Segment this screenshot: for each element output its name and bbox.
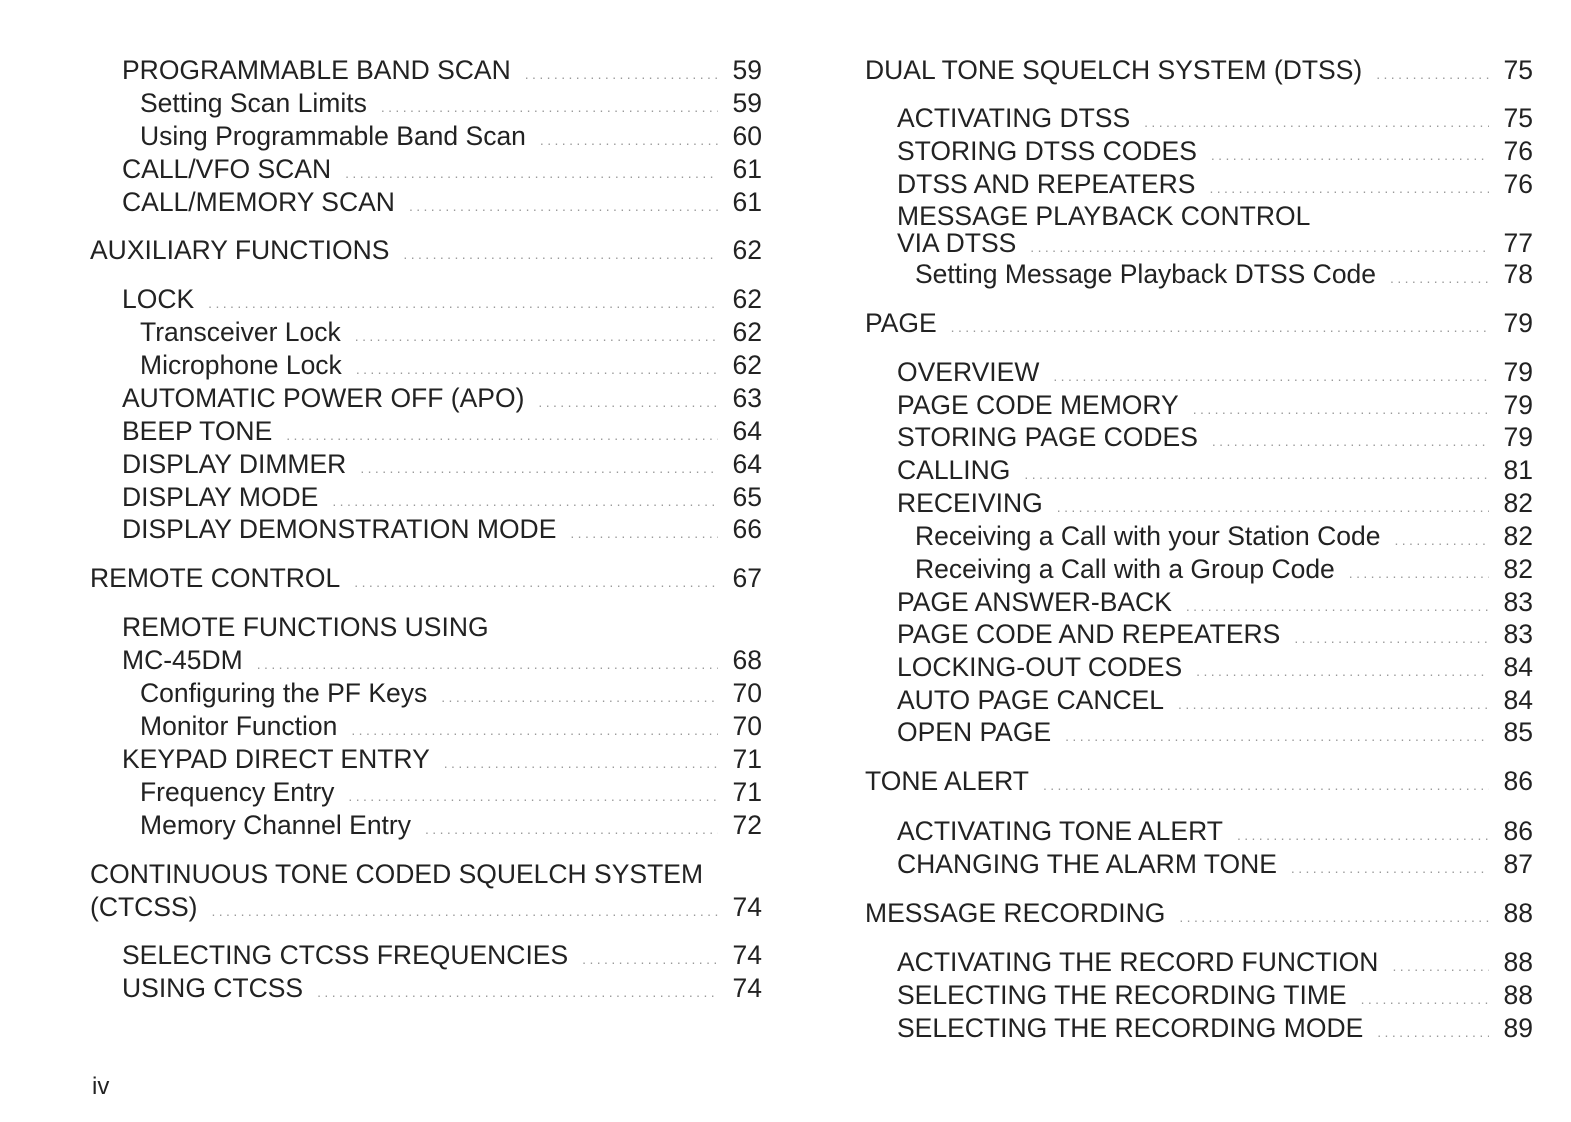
- toc-entry-title: DISPLAY DIMMER: [122, 449, 347, 479]
- toc-entry-title: STORING DTSS CODES: [897, 136, 1197, 166]
- dot-leader: [1392, 959, 1489, 973]
- toc-entry-title: CHANGING THE ALARM TONE: [897, 849, 1277, 879]
- toc-entry-monitor-function[interactable]: [140, 710, 762, 743]
- toc-entry-receiving[interactable]: [897, 487, 1533, 520]
- dot-leader: [1178, 697, 1489, 711]
- toc-entry-title: PAGE CODE MEMORY: [897, 390, 1179, 420]
- dot-leader: [1291, 861, 1489, 875]
- toc-entry-page-number: 82: [1503, 554, 1533, 584]
- toc-entry-automatic-power-off-apo[interactable]: [122, 382, 762, 415]
- toc-entry-auxiliary-functions[interactable]: [90, 234, 762, 267]
- toc-entry-title: Microphone Lock: [140, 350, 342, 380]
- toc-entry-title: Frequency Entry: [140, 777, 335, 807]
- toc-entry-page-number: 59: [732, 88, 762, 118]
- toc-entry-title: Memory Channel Entry: [140, 810, 411, 840]
- toc-entry-page-number: 62: [732, 317, 762, 347]
- toc-entry-configuring-the-pf-keys[interactable]: [140, 677, 762, 710]
- toc-entry-title: Using Programmable Band Scan: [140, 121, 526, 151]
- toc-entry-page-number: 67: [732, 563, 762, 593]
- toc-entry-page-number: 74: [732, 940, 762, 970]
- toc-entry-title: ACTIVATING THE RECORD FUNCTION: [897, 947, 1379, 977]
- toc-entry-dtss-and-repeaters[interactable]: [897, 168, 1533, 201]
- toc-entry-locking-out-codes[interactable]: [897, 651, 1533, 684]
- toc-entry-remote-functions-using[interactable]: [122, 611, 762, 644]
- toc-entry-title: ACTIVATING TONE ALERT: [897, 816, 1223, 846]
- toc-entry-page-number: 79: [1503, 308, 1533, 338]
- toc-entry-page-number: 75: [1503, 103, 1533, 133]
- dot-leader: [1349, 566, 1489, 580]
- toc-entry-page-number: 63: [732, 383, 762, 413]
- toc-entry-page-number: 86: [1503, 816, 1533, 846]
- toc-entry-page-number: 84: [1503, 685, 1533, 715]
- dot-leader: [540, 133, 718, 147]
- dot-leader: [425, 822, 718, 836]
- toc-entry-via-dtss[interactable]: [897, 227, 1533, 260]
- dot-leader: [286, 428, 718, 442]
- toc-entry-title: TONE ALERT: [865, 766, 1029, 796]
- dot-leader: [1144, 115, 1489, 129]
- dot-leader: [332, 494, 718, 508]
- toc-entry-title: REMOTE CONTROL: [90, 563, 341, 593]
- dot-leader: [1212, 434, 1489, 448]
- toc-entry-page-number: 87: [1503, 849, 1533, 879]
- toc-entry-setting-scan-limits[interactable]: [140, 87, 762, 120]
- dot-leader: [403, 247, 718, 261]
- toc-entry-title: MESSAGE RECORDING: [865, 898, 1166, 928]
- toc-entry-title: CALL/VFO SCAN: [122, 154, 332, 184]
- toc-entry-title: DTSS AND REPEATERS: [897, 169, 1196, 199]
- toc-entry-title: LOCKING-OUT CODES: [897, 652, 1183, 682]
- toc-entry-title: CONTINUOUS TONE CODED SQUELCH SYSTEM: [90, 859, 704, 889]
- toc-entry-page-number: 60: [732, 121, 762, 151]
- dot-leader: [381, 100, 718, 114]
- toc-entry-transceiver-lock[interactable]: [140, 316, 762, 349]
- dot-leader: [208, 296, 718, 310]
- toc-entry-page-number: 65: [732, 482, 762, 512]
- toc-entry-title: PAGE ANSWER-BACK: [897, 587, 1172, 617]
- toc-entry-continuous-tone-coded-squelch-system[interactable]: [90, 858, 762, 891]
- toc-entry-call-memory-scan[interactable]: [122, 186, 762, 219]
- toc-entry-memory-channel-entry[interactable]: [140, 809, 762, 842]
- dot-leader: [444, 756, 718, 770]
- toc-entry-title: Monitor Function: [140, 711, 338, 741]
- dot-leader: [1057, 500, 1489, 514]
- dot-leader: [1361, 992, 1489, 1006]
- page-folio: iv: [92, 1073, 110, 1100]
- toc-entry-title: DUAL TONE SQUELCH SYSTEM (DTSS): [865, 55, 1363, 85]
- toc-entry-page-number: 83: [1503, 619, 1533, 649]
- toc-entry-page-number: 85: [1503, 717, 1533, 747]
- dot-leader: [317, 985, 718, 999]
- dot-leader: [1209, 181, 1489, 195]
- toc-entry-page[interactable]: [865, 307, 1533, 340]
- dot-leader: [951, 320, 1489, 334]
- toc-entry-page-number: 88: [1503, 980, 1533, 1010]
- dot-leader: [348, 789, 718, 803]
- toc-entry-title: AUTOMATIC POWER OFF (APO): [122, 383, 525, 413]
- toc-entry-title: SELECTING CTCSS FREQUENCIES: [122, 940, 569, 970]
- toc-entry-page-number: 64: [732, 416, 762, 446]
- dot-leader: [1024, 467, 1489, 481]
- toc-entry-page-number: 77: [1503, 228, 1533, 258]
- toc-entry-title: MESSAGE PLAYBACK CONTROL: [897, 201, 1311, 231]
- toc-entry-dual-tone-squelch-system-dtss[interactable]: [865, 54, 1533, 87]
- toc-entry-title: CALLING: [897, 455, 1011, 485]
- toc-entry-page-number: 62: [732, 284, 762, 314]
- toc-entry-call-vfo-scan[interactable]: [122, 153, 762, 186]
- toc-entry-page-number: 79: [1503, 390, 1533, 420]
- toc-entry-page-number: 59: [732, 55, 762, 85]
- dot-leader: [211, 904, 718, 918]
- dot-leader: [582, 952, 718, 966]
- toc-entry-page-number: 71: [732, 744, 762, 774]
- toc-entry-ctcss[interactable]: [90, 891, 762, 924]
- toc-entry-display-demonstration-mode[interactable]: [122, 513, 762, 546]
- toc-entry-page-number: 76: [1503, 169, 1533, 199]
- toc-entry-calling[interactable]: [897, 454, 1533, 487]
- dot-leader: [1030, 240, 1489, 254]
- dot-leader: [360, 461, 718, 475]
- toc-entry-title: Setting Message Playback DTSS Code: [915, 259, 1377, 289]
- toc-entry-page-number: 61: [732, 154, 762, 184]
- toc-entry-page-number: 76: [1503, 136, 1533, 166]
- toc-entry-selecting-the-recording-time[interactable]: [897, 979, 1533, 1012]
- toc-entry-title: PAGE: [865, 308, 937, 338]
- toc-entry-tone-alert[interactable]: [865, 765, 1533, 798]
- dot-leader: [441, 690, 718, 704]
- toc-entry-using-programmable-band-scan[interactable]: [140, 120, 762, 153]
- dot-leader: [345, 166, 718, 180]
- toc-entry-selecting-ctcss-frequencies[interactable]: [122, 939, 762, 972]
- toc-entry-page-number: 68: [732, 645, 762, 675]
- toc-entry-activating-the-record-function[interactable]: [897, 946, 1533, 979]
- toc-entry-microphone-lock[interactable]: [140, 349, 762, 382]
- toc-entry-page-number: 61: [732, 187, 762, 217]
- toc-entry-mc-45dm[interactable]: [122, 644, 762, 677]
- toc-entry-page-number: 74: [732, 973, 762, 1003]
- toc-entry-title: Receiving a Call with a Group Code: [915, 554, 1335, 584]
- toc-entry-page-number: 88: [1503, 898, 1533, 928]
- toc-entry-title: ACTIVATING DTSS: [897, 103, 1131, 133]
- toc-entry-page-number: 72: [732, 810, 762, 840]
- dot-leader: [1193, 402, 1489, 416]
- toc-entry-title: VIA DTSS: [897, 228, 1017, 258]
- toc-entry-title: REMOTE FUNCTIONS USING: [122, 612, 489, 642]
- dot-leader: [538, 395, 718, 409]
- toc-entry-page-number: 64: [732, 449, 762, 479]
- toc-entry-programmable-band-scan[interactable]: [122, 54, 762, 87]
- toc-entry-title: SELECTING THE RECORDING TIME: [897, 980, 1347, 1010]
- toc-entry-frequency-entry[interactable]: [140, 776, 762, 809]
- dot-leader: [1043, 778, 1489, 792]
- dot-leader: [356, 362, 718, 376]
- toc-entry-page-number: 66: [732, 514, 762, 544]
- toc-entry-auto-page-cancel[interactable]: [897, 684, 1533, 717]
- toc-entry-page-number: 70: [732, 678, 762, 708]
- toc-entry-page-number: 84: [1503, 652, 1533, 682]
- toc-entry-page-number: 62: [732, 235, 762, 265]
- toc-entry-using-ctcss[interactable]: [122, 972, 762, 1005]
- toc-entry-page-number: 86: [1503, 766, 1533, 796]
- dot-leader: [1294, 631, 1489, 645]
- toc-entry-receiving-a-call-with-your-station-code[interactable]: [915, 520, 1533, 553]
- dot-leader: [409, 199, 718, 213]
- toc-entry-page-number: 62: [732, 350, 762, 380]
- dot-leader: [1186, 599, 1489, 613]
- toc-entry-page-number: 82: [1503, 488, 1533, 518]
- toc-entry-title: STORING PAGE CODES: [897, 422, 1198, 452]
- dot-leader: [1394, 533, 1489, 547]
- dot-leader: [1179, 910, 1489, 924]
- toc-entry-title: DISPLAY MODE: [122, 482, 319, 512]
- toc-entry-title: KEYPAD DIRECT ENTRY: [122, 744, 430, 774]
- toc-entry-page-number: 75: [1503, 55, 1533, 85]
- dot-leader: [1377, 1025, 1489, 1039]
- dot-leader: [1237, 828, 1489, 842]
- toc-entry-receiving-a-call-with-a-group-code[interactable]: [915, 553, 1533, 586]
- toc-entry-remote-control[interactable]: [90, 562, 762, 595]
- dot-leader: [1053, 369, 1489, 383]
- toc-entry-selecting-the-recording-mode[interactable]: [897, 1012, 1533, 1045]
- toc-entry-activating-dtss[interactable]: [897, 102, 1533, 135]
- toc-entry-page-code-and-repeaters[interactable]: [897, 618, 1533, 651]
- toc-entry-page-number: 79: [1503, 357, 1533, 387]
- toc-entry-keypad-direct-entry[interactable]: [122, 743, 762, 776]
- toc-entry-setting-message-playback-dtss-code[interactable]: [915, 258, 1533, 291]
- toc-entry-storing-dtss-codes[interactable]: [897, 135, 1533, 168]
- toc-entry-display-mode[interactable]: [122, 481, 762, 514]
- toc-entry-title: CALL/MEMORY SCAN: [122, 187, 395, 217]
- toc-entry-page-number: 79: [1503, 422, 1533, 452]
- toc-entry-page-number: 89: [1503, 1013, 1533, 1043]
- toc-entry-page-number: 81: [1503, 455, 1533, 485]
- toc-entry-title: USING CTCSS: [122, 973, 304, 1003]
- toc-entry-page-number: 71: [732, 777, 762, 807]
- dot-leader: [257, 657, 718, 671]
- toc-entry-title: PROGRAMMABLE BAND SCAN: [122, 55, 511, 85]
- toc-entry-display-dimmer[interactable]: [122, 448, 762, 481]
- dot-leader: [355, 329, 718, 343]
- toc-entry-page-number: 88: [1503, 947, 1533, 977]
- dot-leader: [1376, 67, 1489, 81]
- toc-entry-title: DISPLAY DEMONSTRATION MODE: [122, 514, 557, 544]
- toc-entry-beep-tone[interactable]: [122, 415, 762, 448]
- toc-entry-title: Configuring the PF Keys: [140, 678, 428, 708]
- toc-entry-overview[interactable]: [897, 356, 1533, 389]
- toc-entry-title: Receiving a Call with your Station Code: [915, 521, 1381, 551]
- toc-entry-storing-page-codes[interactable]: [897, 421, 1533, 454]
- toc-entry-title: AUTO PAGE CANCEL: [897, 685, 1165, 715]
- toc-entry-page-number: 78: [1503, 259, 1533, 289]
- toc-entry-title: (CTCSS): [90, 892, 198, 922]
- toc-entry-title: PAGE CODE AND REPEATERS: [897, 619, 1281, 649]
- toc-entry-page-number: 74: [732, 892, 762, 922]
- dot-leader: [525, 67, 718, 81]
- toc-entry-title: RECEIVING: [897, 488, 1043, 518]
- toc-entry-message-recording[interactable]: [865, 897, 1533, 930]
- dot-leader: [1211, 148, 1489, 162]
- toc-entry-title: Transceiver Lock: [140, 317, 341, 347]
- toc-entry-title: OVERVIEW: [897, 357, 1040, 387]
- dot-leader: [354, 575, 718, 589]
- toc-entry-page-number: 83: [1503, 587, 1533, 617]
- dot-leader: [1196, 664, 1489, 678]
- toc-entry-activating-tone-alert[interactable]: [897, 815, 1533, 848]
- toc-entry-title: AUXILIARY FUNCTIONS: [90, 235, 390, 265]
- toc-entry-title: BEEP TONE: [122, 416, 273, 446]
- toc-entry-page-number: 70: [732, 711, 762, 741]
- dot-leader: [1390, 271, 1489, 285]
- dot-leader: [1065, 729, 1489, 743]
- toc-entry-title: SELECTING THE RECORDING MODE: [897, 1013, 1364, 1043]
- toc-entry-open-page[interactable]: [897, 716, 1533, 749]
- toc-entry-title: MC-45DM: [122, 645, 243, 675]
- dot-leader: [351, 723, 718, 737]
- toc-entry-changing-the-alarm-tone[interactable]: [897, 848, 1533, 881]
- toc-entry-lock[interactable]: [122, 283, 762, 316]
- toc-entry-page-code-memory[interactable]: [897, 389, 1533, 422]
- toc-entry-page-answer-back[interactable]: [897, 586, 1533, 619]
- toc-entry-page-number: 82: [1503, 521, 1533, 551]
- toc-entry-title: Setting Scan Limits: [140, 88, 367, 118]
- toc-entry-title: OPEN PAGE: [897, 717, 1052, 747]
- dot-leader: [570, 526, 718, 540]
- toc-entry-title: LOCK: [122, 284, 195, 314]
